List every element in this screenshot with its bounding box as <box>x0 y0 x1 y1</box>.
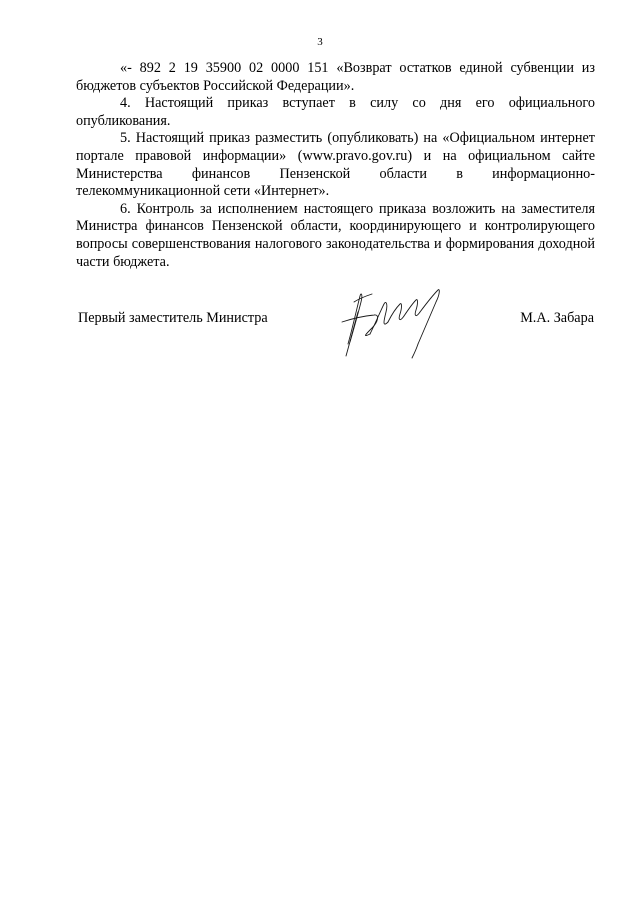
signatory-role: Первый заместитель Министра <box>78 310 268 326</box>
paragraph-publication: 5. Настоящий приказ разместить (опубликовать) на «Официальном интернет портале правовой информации» (www.pravo.gov.ru) и на официальном сайте Министерства финансов Пензенской области в информационно-телекоммуникационной сети «Интернет». <box>76 130 595 200</box>
paragraph-budget-code: «- 892 2 19 35900 02 0000 151 «Возврат остатков единой субвенции из бюджетов субъектов Российской Федерации». <box>76 60 595 94</box>
document-body <box>76 60 595 271</box>
handwritten-signature <box>334 282 454 360</box>
signatory-name: М.А. Забара <box>520 310 594 326</box>
page-number: 3 <box>317 36 323 48</box>
paragraph-control: 6. Контроль за исполнением настоящего приказа возложить на заместителя Министра финансов Пензенской области, координирующего и контролирующего вопросы совершенствования налогового законодательства и формирования доходной части бюджета. <box>76 200 595 270</box>
paragraph-effective-date: 4. Настоящий приказ вступает в силу со дня его официального опубликования. <box>76 95 595 129</box>
